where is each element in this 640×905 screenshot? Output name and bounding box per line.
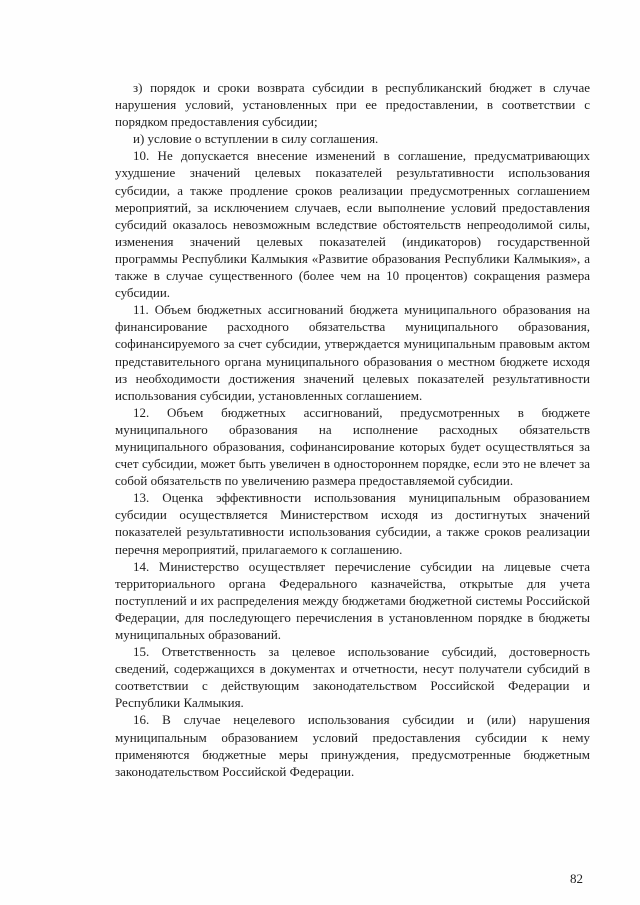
paragraph: 15. Ответственность за целевое использование субсидий, достоверность сведений, содержащихся в документах и отчетности, несут получатели субсидий в соответствии с действующим законодательством Российской Федерации и Республики Калмыкия. bbox=[115, 644, 590, 711]
paragraph: 11. Объем бюджетных ассигнований бюджета муниципального образования на финансирование расходного обязательства муниципального образования, софинансируемого за счет субсидии, утверждается муниципальным правовым актом представительного органа муниципального образования о местном бюджете исходя из необходимости достижения значений целевых показателей результативности использования субсидии, установленных соглашением. bbox=[115, 302, 590, 403]
document-body bbox=[115, 79, 590, 780]
paragraph: 10. Не допускается внесение изменений в соглашение, предусматривающих ухудшение значений целевых показателей результативности использования субсидии, а также продление сроков реализации предусмотренных соглашением мероприятий, за исключением случаев, если выполнение условий предоставления субсидий оказалось невозможным вследствие обстоятельств непреодолимой силы, изменения значений целевых показателей (индикаторов) государственной программы Республики Калмыкия «Развитие образования Республики Калмыкия», а также в случае существенного (более чем на 10 процентов) сокращения размера субсидии. bbox=[115, 148, 590, 301]
paragraph: 14. Министерство осуществляет перечисление субсидии на лицевые счета территориального органа Федерального казначейства, открытые для учета поступлений и их распределения между бюджетами бюджетной системы Российской Федерации, для последующего перечисления в установленном порядке в бюджеты муниципальных образований. bbox=[115, 558, 590, 642]
paragraph: з) порядок и сроки возврата субсидии в республиканский бюджет в случае нарушения условий, установленных при ее предоставлении, в соответствии с порядком предоставления субсидии; bbox=[115, 80, 590, 130]
paragraph: 16. В случае нецелевого использования субсидии и (или) нарушения муниципальным образованием условий предоставления субсидии к нему применяются бюджетные меры принуждения, предусмотренные бюджетным законодательством Российской Федерации. bbox=[115, 712, 590, 779]
page-number: 82 bbox=[570, 871, 583, 886]
paragraph: 13. Оценка эффективности использования муниципальным образованием субсидии осуществляется Министерством исходя из достигнутых значений показателей результативности использования субсидии, а также сроков реализации перечня мероприятий, прилагаемого к соглашению. bbox=[115, 490, 590, 557]
paragraph: 12. Объем бюджетных ассигнований, предусмотренных в бюджете муниципального образования на исполнение расходных обязательств муниципального образования, софинансирование которых будет осуществляться за счет субсидии, может быть увеличен в одностороннем порядке, если это не влечет за собой обязательств по увеличению размера предоставляемой субсидии. bbox=[115, 404, 590, 489]
paragraph: и) условие о вступлении в силу соглашения. bbox=[133, 131, 379, 147]
